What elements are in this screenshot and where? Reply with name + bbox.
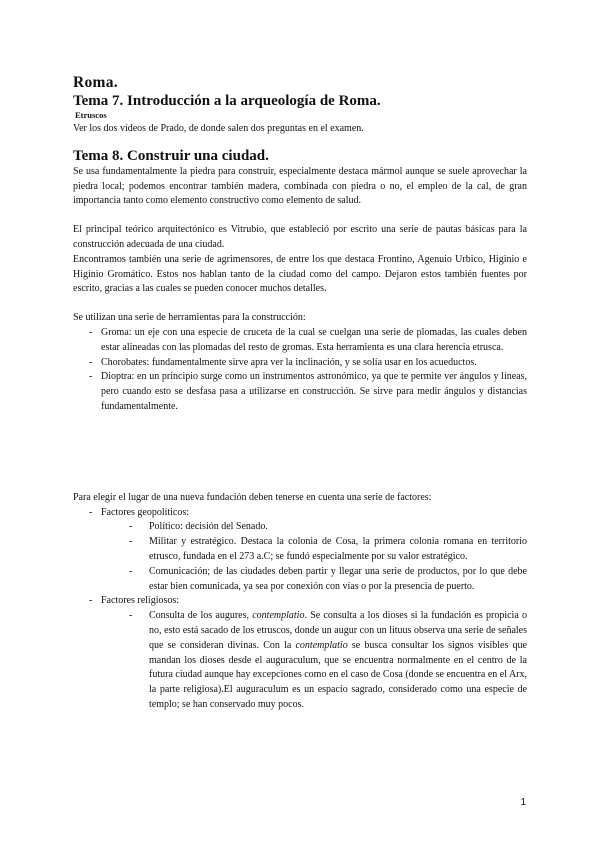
list-item: - Groma: un eje con una especie de cruceta de la cual se cuelgan una serie de plomadas, las cuales deben estar alineadas con las plomadas del resto de gromas. Esta herramienta es una clara herencia etrusca.	[89, 326, 527, 353]
tema7-heading: Tema 7. Introducción a la arqueología de Roma.	[73, 93, 381, 109]
tema8-paragraph-2: El principal teórico arquitectónico es Vitrubio, que estableció por escrito una serie de pautas básicas para la construcción adecuada de una ciudad.	[73, 224, 527, 250]
tema7-subheading: Etruscos	[75, 110, 107, 120]
geo-factors-list	[121, 520, 527, 594]
list-item: - Factores geopolíticos: - Político: decisión del Senado. - Militar y estratégico. Destaca la colonia de Cosa, la primera colonia romana en territorio etrusco, fundada en el 273 a.C; se fundó especialmente por su valor estratégico. - Comunicación; de las ciudades deben partir y llegar una serie de productos, por lo que debe estar bien comunicada, ya sea por conexión con vías o por la presencia de puerto.	[73, 506, 527, 595]
tema7-text: Ver los dos vídeos de Prado, de donde salen dos preguntas en el examen.	[73, 123, 364, 134]
document-title: Roma.	[73, 74, 118, 91]
tema8-paragraph-3: Encontramos también una serie de agrimensores, de entre los que destaca Frontino, Agenuio Urbico, Higinio e Higinio Gromático. Estos nos hablan tanto de la ciudad como del campo. Dejaron estos también fuentes por escrito, gracias a las cuales se pueden conocer muchos detalles.	[73, 253, 527, 295]
tools-intro: Se utilizan una serie de herramientas para la construcción:	[73, 312, 306, 324]
factors-list	[73, 506, 527, 713]
list-item: - Consulta de los augures, contemplatio. Se consulta a los dioses si la fundación es propicia o no, esto está sacado de los etruscos, donde un augur con un lituus observa una serie de señales que se consideran divinas. Con la contemplatio se busca consultar los signos visibles que mandan los dioses desde el auguraculum, que se encuentra normalmente en el centro de la futura ciudad aunque hay excepciones como en el caso de Cosa (donde se encuentra en el Arx, la parte religiosa).El auguraculum es un espacio sagrado, considerado como una especie de templo; se han conservado muy pocos.	[129, 610, 527, 710]
list-item: - Militar y estratégico. Destaca la colonia de Cosa, la primera colonia romana en territorio etrusco, fundada en el 273 a.C; se fundó especialmente por su valor estratégico.	[129, 536, 527, 562]
tools-list	[73, 326, 527, 415]
religious-factors-list	[121, 609, 527, 713]
document-page	[73, 74, 527, 713]
list-item: - Dioptra: en un principio surge como un instrumentos astronómico, ya que te permite ver ángulos y líneas, pero cuando esto se desfasa pasa a utilizarse en construcción. Se sirve para medir ángulos y distancias fundamentalmente.	[89, 371, 527, 412]
list-item: - Chorobates: fundamentalmente sirve apra ver la inclinación, y se solía usar en los acueductos.	[89, 356, 477, 368]
list-item: - Comunicación; de las ciudades deben partir y llegar una serie de productos, por lo que debe estar bien comunicada, ya sea por conexión con vías o por la presencia de puerto.	[129, 565, 527, 592]
tema8-heading: Tema 8. Construir una ciudad.	[73, 147, 269, 164]
factors-intro: Para elegir el lugar de una nueva fundación deben tenerse en cuenta una serie de factores:	[73, 491, 432, 503]
list-item: - Político: decisión del Senado.	[129, 521, 268, 533]
list-item: - Factores religiosos: - Consulta de los augures, contemplatio. Se consulta a los dioses si la fundación es propicia o no, esto está sacado de los etruscos, donde un augur con un lituus observa una serie de señales que se consideran divinas. Con la contemplatio se busca consultar los signos visibles que mandan los dioses desde el auguraculum, que se encuentra normalmente en el centro de la futura ciudad aunque hay excepciones como en el caso de Cosa (donde se encuentra en el Arx, la parte religiosa).El auguraculum es un espacio sagrado, considerado como una especie de templo; se han conservado muy pocos.	[73, 594, 527, 712]
tema8-paragraph-1: Se usa fundamentalmente la piedra para construir, especialmente destaca mármol aunque se suele aprovechar la piedra local; podemos encontrar también madera, combinada con piedra o no, el empleo de la cal, de gran importancia tanto como elemento constructivo como elemento de salud.	[73, 165, 527, 207]
page-number: 1	[520, 797, 526, 808]
